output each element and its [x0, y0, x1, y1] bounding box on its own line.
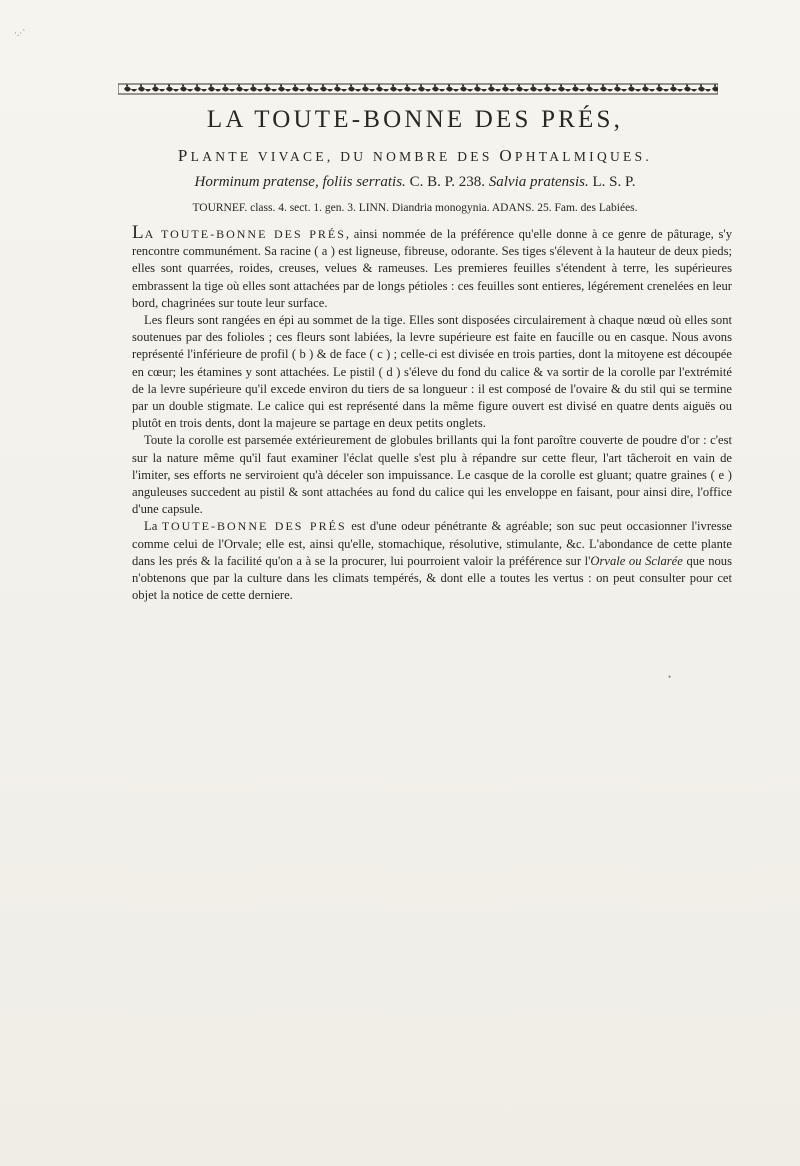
ornament-dot: [602, 85, 604, 87]
ornament-leaf: [390, 87, 403, 92]
paragraph: Toute la corolle est parsemée extérieurement de globules brillants qui la font paroître couverte de poudre d'or : c'est sur la nature même qu'il faut examiner l'éclat quelle s'est plu à répandre sur cette fleur, l'art tâcheroit en vain de l'imiter, ses efforts ne serviroient qu'à déceler son impuissance. Le casque de la corolle est gluant; quatre graines ( e ) anguleuses succedent au pistil & sont attachées au fond du calice qui les enveloppe en faisant, pour ainsi dire, l'office d'une capsule.: [132, 433, 732, 517]
ornament-leaf: [124, 87, 137, 92]
ornament-leaf: [698, 87, 711, 92]
classification-references: TOURNEF. class. 4. sect. 1. gen. 3. LINN. Diandria monogynia. ADANS. 25. Fam. des Labiées.: [192, 202, 638, 214]
ornament-dot: [714, 85, 716, 87]
ornament-dot: [462, 85, 464, 87]
ornament-leaf: [474, 87, 487, 92]
ornament-leaf: [320, 87, 333, 92]
ornament-dot: [560, 85, 562, 87]
ornament-dot: [336, 85, 338, 87]
ornament-dot: [672, 85, 674, 87]
ornament-dot: [378, 85, 380, 87]
ornament-leaf: [656, 87, 669, 92]
ornament-dot: [364, 85, 366, 87]
ornament-leaf: [334, 87, 347, 92]
description-text: [132, 224, 732, 604]
decorative-border: [118, 80, 718, 98]
paragraph: LA TOUTE-BONNE DES PRÉS, ainsi nommée de la préférence qu'elle donne à ce genre de pâturage, s'y rencontre communément. Sa racine ( a ) est ligneuse, fibreuse, odorante. Ses tiges s'élevent à la hauteur de deux pieds; elles sont quarrées, roides, creuses, velues & rameuses. Les premieres feuilles s'étendent à terre, les supérieures embrassent la tige où elles sont attachées par de longs pétioles : ces feuilles sont entieres, légérement crenelées en leur bord, chagrinées sur toute leur surface.: [132, 222, 732, 310]
ornament-dot: [168, 85, 170, 87]
ornament-leaf: [278, 87, 291, 92]
ornament-leaf: [670, 87, 683, 92]
ornament-dot: [490, 85, 492, 87]
ornament-leaf: [628, 87, 641, 92]
ornament-leaf: [558, 87, 571, 92]
ornament-dot: [154, 85, 156, 87]
ornament-leaf: [488, 87, 501, 92]
ornament-dot: [504, 85, 506, 87]
ornament-dot: [196, 85, 198, 87]
ornament-leaf: [530, 87, 543, 92]
ornament-leaf: [614, 87, 627, 92]
ornament-leaf: [222, 87, 235, 92]
ornament-leaf: [166, 87, 179, 92]
ornament-dot: [420, 85, 422, 87]
ornament-dot: [532, 85, 534, 87]
ornament-leaf: [292, 87, 305, 92]
ornament-leaf: [152, 87, 165, 92]
ornament-leaf: [348, 87, 361, 92]
ornament-dot: [182, 85, 184, 87]
ornament-dot: [322, 85, 324, 87]
ornament-leaf: [572, 87, 585, 92]
ornament-dot: [392, 85, 394, 87]
ornament-dot: [448, 85, 450, 87]
ornament-dot: [294, 85, 296, 87]
ornament-dot: [280, 85, 282, 87]
ornament-leaf: [362, 87, 375, 92]
ornament-dot: [238, 85, 240, 87]
ornament-dot: [574, 85, 576, 87]
ornament-leaf: [516, 87, 529, 92]
ornament-leaf: [306, 87, 319, 92]
ornament-leaf: [376, 87, 389, 92]
ornament-dot: [126, 85, 128, 87]
ornament-dot: [434, 85, 436, 87]
botanical-synonym: Horminum pratense, foliis serratis. C. B. P. 238. Salvia pratensis. L. S. P.: [194, 174, 636, 190]
ornament-leaf: [586, 87, 599, 92]
page-title: LA TOUTE-BONNE DES PRÉS,: [206, 106, 624, 133]
ornament-dot: [406, 85, 408, 87]
ornament-dot: [476, 85, 478, 87]
ornament-dot: [700, 85, 702, 87]
ornament-leaf: [600, 87, 613, 92]
ornament-leaf: [418, 87, 431, 92]
ornament-dot: [588, 85, 590, 87]
page-subtitle: PLANTE VIVACE, DU NOMBRE DES OPHTALMIQUES.: [177, 146, 653, 165]
ornament-dot: [686, 85, 688, 87]
ornament-dot: [658, 85, 660, 87]
ornament-dot: [210, 85, 212, 87]
ornament-leaf: [236, 87, 249, 92]
paragraph: La TOUTE-BONNE DES PRÉS est d'une odeur pénétrante & agréable; son suc peut occasionner l'ivresse comme celui de l'Orvale; elle est, ainsi qu'elle, stomachique, résolutive, stimulante, &c. L'abondance de cette plante dans les prés & la facilité qu'on a à se la procurer, lui pourroient valoir la préférence sur l'Orvale ou Sclarée que nous n'obtenons que par la culture dans les climats tempérés, & dont elle a toutes les vertus : on peut consulter pour cet objet la notice de cette derniere.: [132, 519, 732, 603]
ornament-dot: [350, 85, 352, 87]
ornament-dot: [140, 85, 142, 87]
ornament-leaf: [446, 87, 459, 92]
ornament-leaf: [684, 87, 697, 92]
paragraph: Les fleurs sont rangées en épi au sommet de la tige. Elles sont disposées circulairement à chaque nœud où elles sont soutenues par des folioles ; ces fleurs sont labiées, la levre supérieure est faite en faucille ou en casque. Nous avons représenté l'inférieure de profil ( b ) & de face ( c ) ; celle-ci est divisée en trois parties, dont la mitoyene est découpée en cœur; les étamines y sont attachées. Le pistil ( d ) s'éleve du fond du calice & va sortir de la corolle par l'extrémité de la levre supérieure qu'il excede environ du tiers de sa longueur : il est composé de l'ovaire & du stil qui se termine par un double stigmate. Le calice qui est représenté dans la même figure ouvert est divisé en quatre dents aiguës ou plutôt en trois dents, dont la majeure se partage en deux petits onglets.: [132, 313, 732, 431]
ornament-leaf: [712, 87, 718, 92]
ornament-dot: [252, 85, 254, 87]
ornament-leaf: [180, 87, 193, 92]
ornament-leaf: [194, 87, 207, 92]
ornament-leaf: [250, 87, 263, 92]
ornament-leaf: [404, 87, 417, 92]
ornament-leaf: [460, 87, 473, 92]
paper-speck: •: [668, 672, 672, 682]
ornament-leaf: [432, 87, 445, 92]
ornament-dot: [266, 85, 268, 87]
ornament-dot: [644, 85, 646, 87]
ornament-leaf: [208, 87, 221, 92]
ornament-leaf: [138, 87, 151, 92]
ornament-leaf: [264, 87, 277, 92]
paper-speck: ·.·`: [14, 28, 26, 38]
ornament-dot: [546, 85, 548, 87]
ornament-leaf: [544, 87, 557, 92]
ornament-leaf: [642, 87, 655, 92]
ornament-dot: [616, 85, 618, 87]
ornament-dot: [224, 85, 226, 87]
ornament-dot: [630, 85, 632, 87]
ornament-leaf: [502, 87, 515, 92]
ornament-dot: [308, 85, 310, 87]
ornament-dot: [518, 85, 520, 87]
